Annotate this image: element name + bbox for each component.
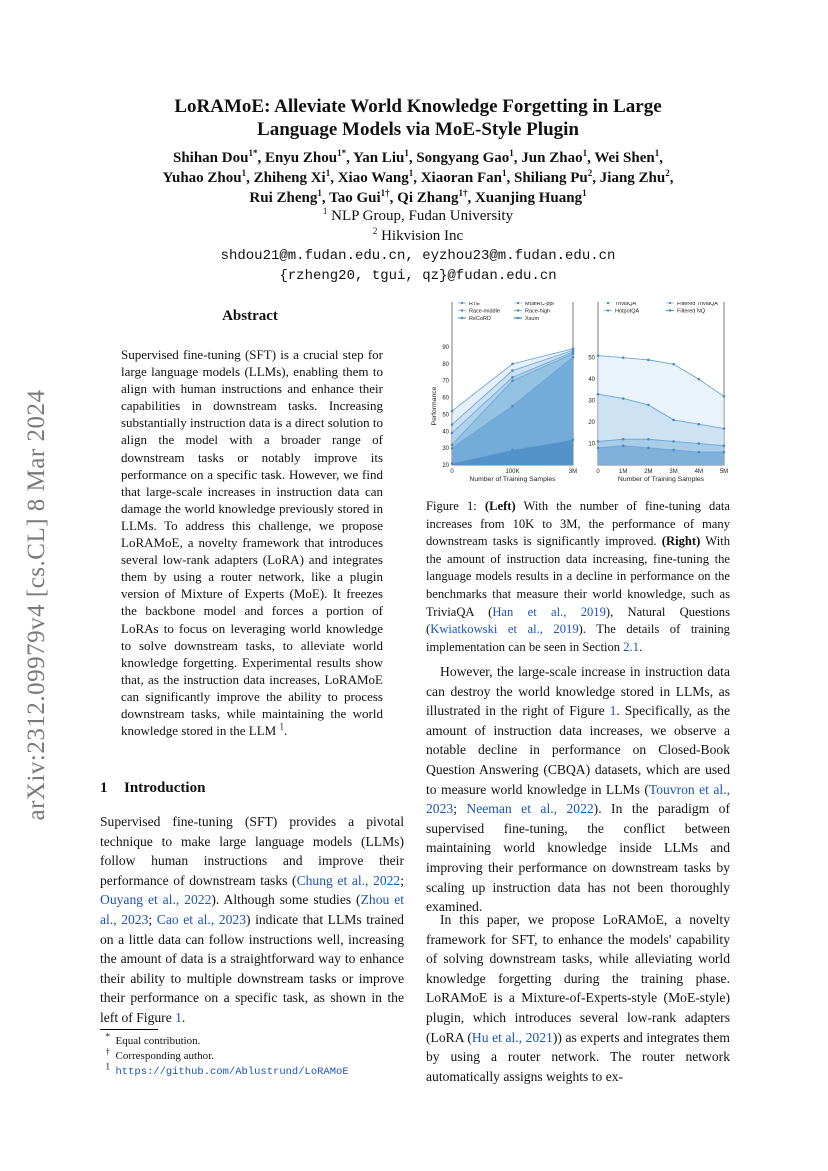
data-point bbox=[511, 405, 514, 408]
footnote-2 bbox=[100, 1046, 410, 1064]
legend-label: Race-high bbox=[525, 308, 551, 315]
section-number: 1 bbox=[100, 780, 108, 796]
author-list: Shihan Dou$^{1*}$, Enyu Zhou$^{1*}$, Yan Liu$^1$, Songyang Gao$^1$, Jun Zhao$^1$, Wei Shen$^1$, Yuhao Zhou$^1$, Zhiheng Xi$^1$, Xiao Wang$^1$, Xiaoran Fan$^1$, Shiliang Pu$^2$, Jiang Zhu$^2$, Rui Zheng$^1$, Tao Gui$^{1\dagger}$, Qi Zhang$^{1\dagger}$, Xuanjing Huang$^1$ bbox=[162, 148, 674, 206]
caption-text-b: With the amount of instruction data increasing, fine-tuning the language models results in a decline in performance on the benchmarks that measure their world knowledge, such as TriviaQA ( bbox=[426, 534, 730, 619]
legend-label: HotpotQA bbox=[615, 308, 640, 315]
affiliation-1-text: NLP Group, Fudan University bbox=[331, 208, 514, 224]
author-name: Zhiheng Xi bbox=[253, 170, 326, 186]
legend-label: Xsum bbox=[525, 316, 540, 322]
data-point bbox=[622, 444, 625, 447]
y-tick-label: 90 bbox=[442, 345, 449, 351]
y-tick-label: 70 bbox=[442, 378, 449, 385]
data-point bbox=[597, 354, 600, 357]
author-affil-mark: 1* bbox=[337, 148, 347, 158]
data-point bbox=[647, 447, 650, 450]
affiliation-1 bbox=[100, 206, 736, 226]
caption-label: Figure 1: bbox=[426, 499, 477, 513]
right-text-b: . Specifically, as the amount of instruction data increases, we observe a notable decline in performance on Closed-Book Question Answering (CBQA) datasets, which are used to measure world knowledge in LLMs ( bbox=[426, 703, 730, 797]
data-point bbox=[698, 451, 701, 454]
right-text-c: ). In the paradigm of supervised fine-tuning, the conflict between maintaining world knowledge inside LLMs and improving their performance on downstream tasks by scaling up instruction data has not been thoroughly examined. bbox=[426, 801, 730, 915]
data-point bbox=[511, 376, 514, 379]
legend-marker bbox=[517, 302, 519, 304]
y-tick-label: 50 bbox=[588, 355, 595, 362]
data-point bbox=[572, 438, 575, 441]
right-paragraph-1: However, the large-scale increase in instruction data can destroy the world knowledge stored in LLMs, as illustrated in the right of Figure 1. Specifically, as the amount of instruction data increases, we observe a notable decline in performance on Closed-Book Question Answering (CBQA) datasets, which are used to measure world knowledge in LLMs (Touvron et al., 2023; Neeman et al., 2022). In the paradigm of supervised fine-tuning, the conflict between maintaining world knowledge inside LLMs and improving their performance on downstream tasks by scaling up instruction data has not been thoroughly examined. bbox=[426, 664, 730, 915]
author-name: Jiang Zhu bbox=[599, 170, 666, 186]
data-point bbox=[672, 449, 675, 452]
y-tick-label: 10 bbox=[588, 441, 595, 448]
x-tick-label: 5M bbox=[719, 469, 729, 475]
author-affil-mark: 1* bbox=[248, 148, 258, 158]
data-point bbox=[451, 447, 454, 450]
author-name: Qi Zhang bbox=[397, 190, 459, 206]
y-tick-label: 20 bbox=[442, 463, 449, 469]
x-tick-label: 3M bbox=[568, 469, 578, 475]
x-tick-label: 0 bbox=[596, 469, 600, 475]
author-name: Wei Shen bbox=[594, 150, 655, 166]
x-tick-label: 2M bbox=[644, 469, 653, 475]
data-point bbox=[647, 359, 650, 362]
data-point bbox=[511, 369, 514, 372]
author-affil-mark: 1 bbox=[509, 148, 514, 158]
x-tick-label: 4M bbox=[694, 469, 703, 475]
footnote-text: Equal contribution. bbox=[115, 1035, 201, 1047]
section-heading bbox=[100, 780, 205, 797]
affiliation-2-mark: 2 bbox=[372, 226, 378, 236]
citation-link[interactable]: Chung et al., 2022 bbox=[296, 872, 401, 888]
footnote-mark: † bbox=[105, 1046, 110, 1057]
data-point bbox=[622, 397, 625, 400]
legend-marker bbox=[669, 302, 671, 304]
abstract-text: Supervised fine-tuning (SFT) is a crucial step for large language models (LLMs), enabling them to align with human instructions and enhance their capabilities in downstream tasks. Increasing substantially instruction data is a direct solution to align the model with a broader range of downstream tasks or notably improve its performance on a specific task. However, we find that large-scale increases in instruction data can damage the world knowledge previously stored in LLMs. To address this challenge, we propose LoRAMoE, a novelty framework that introduces several low-rank adapters (LoRA) and integrates them by using a router network, like a plugin version of Mixture of Experts (MoE). It freezes the backbone model and forces a portion of LoRAs to focus on leveraging world knowledge to solve downstream tasks, to alleviate world knowledge forgetting. Experimental results show that, as the instruction data increases, LoRAMoE can significantly improve the ability to process downstream tasks, while maintaining the world knowledge stored in the LLM bbox=[121, 347, 383, 739]
author-name: Rui Zheng bbox=[249, 190, 318, 206]
x-tick-label: 1M bbox=[619, 469, 628, 475]
y-tick-label: 40 bbox=[442, 429, 449, 436]
y-tick-label: 80 bbox=[442, 361, 449, 368]
right-text-a: However, the large-scale increase in instruction data can destroy the world knowledge stored in LLMs, as illustrated in the right of Figure bbox=[426, 664, 730, 719]
right-text-d: In this paper, we propose LoRAMoE, a novelty framework for SFT, to enhance the models' capability of solving downstream tasks, while alleviating world knowledge forgetting during the training phase. LoRAMoE is a Mixture-of-Experts-style (MoE-style) plugin, which introduces several low-rank adapters (LoRA ( bbox=[426, 912, 730, 1045]
citation-link[interactable]: Zhou et al., 2023 bbox=[100, 892, 405, 927]
author-name: Tao Gui bbox=[329, 190, 381, 206]
legend-marker bbox=[461, 309, 463, 311]
author-affil-mark: 1† bbox=[458, 188, 468, 198]
author-name: Jun Zhao bbox=[521, 150, 583, 166]
legend-label: Filtered NQ bbox=[677, 308, 706, 315]
author-affil-mark: 1 bbox=[317, 188, 322, 198]
citation-link[interactable]: Ouyang et al., 2022 bbox=[100, 892, 212, 908]
chart-right bbox=[588, 302, 728, 483]
data-point bbox=[622, 438, 625, 441]
figure-1-charts bbox=[424, 302, 734, 488]
data-point bbox=[698, 442, 701, 445]
intro-text-b: ). Although some studies ( bbox=[211, 892, 361, 908]
legend-label: Race-middle bbox=[469, 308, 500, 315]
citation-link[interactable]: Kwiatkowski et al., 2019 bbox=[430, 622, 579, 637]
email-line-2: {rzheng20, tgui, qz}@fudan.edu.cn bbox=[279, 268, 557, 284]
data-point bbox=[451, 410, 454, 413]
legend-marker bbox=[607, 309, 609, 311]
data-point bbox=[622, 356, 625, 359]
author-affil-mark: 1 bbox=[404, 148, 409, 158]
data-point bbox=[672, 363, 675, 366]
author-name: Xuanjing Huang bbox=[474, 190, 583, 206]
data-point bbox=[698, 378, 701, 381]
y-tick-label: 50 bbox=[442, 412, 449, 419]
abstract-heading: Abstract bbox=[222, 308, 278, 324]
caption-right-tag: (Right) bbox=[661, 534, 701, 549]
legend-label: Filtered TriviaQA bbox=[677, 302, 718, 307]
legend-label: RTE bbox=[469, 302, 480, 307]
x-tick-label: 0 bbox=[450, 469, 454, 475]
legend-label: MultiRC-ppl bbox=[525, 302, 554, 307]
chart-left bbox=[431, 302, 577, 483]
legend-marker bbox=[607, 302, 609, 304]
data-point bbox=[723, 395, 726, 398]
author-affil-mark: 2 bbox=[587, 168, 593, 178]
figure-ref-link[interactable]: 1 bbox=[609, 703, 617, 719]
legend-marker bbox=[517, 317, 519, 319]
footnote-rule bbox=[100, 1029, 158, 1030]
email-line-1: shdou21@m.fudan.edu.cn, eyzhou23@m.fudan.edu.cn bbox=[220, 248, 616, 264]
y-axis-label: Performance bbox=[431, 386, 438, 426]
data-point bbox=[597, 447, 600, 450]
citation-link[interactable]: Touvron et al., 2023 bbox=[426, 781, 730, 817]
data-point bbox=[723, 444, 726, 447]
data-point bbox=[672, 440, 675, 443]
legend-marker bbox=[669, 309, 671, 311]
data-point bbox=[511, 449, 514, 452]
author-name: Xiaoran Fan bbox=[420, 170, 502, 186]
author-affil-mark: 1 bbox=[582, 188, 587, 198]
caption-text-c: ), Natural Questions ( bbox=[426, 604, 731, 637]
data-point bbox=[723, 451, 726, 454]
x-axis-label: Number of Training Samples bbox=[469, 476, 556, 483]
author-affil-mark: 1 bbox=[241, 168, 247, 178]
arxiv-sidebar-id: arXiv:2312.09979v4 [cs.CL] 8 Mar 2024 bbox=[23, 389, 50, 821]
affiliation-2-text: Hikvision Inc bbox=[381, 228, 464, 244]
y-tick-label: 60 bbox=[442, 395, 449, 402]
data-point bbox=[597, 393, 600, 396]
data-point bbox=[647, 438, 650, 441]
author-affil-mark: 1 bbox=[325, 168, 331, 178]
author-name: Yuhao Zhou bbox=[162, 170, 242, 186]
footnote-mark: * bbox=[105, 1031, 110, 1042]
citation-link[interactable]: Neeman et al., 2022 bbox=[466, 801, 594, 817]
data-point bbox=[572, 356, 575, 359]
right-paragraph-2 bbox=[426, 910, 730, 1086]
legend-label: ReCoRD bbox=[469, 316, 492, 322]
legend-marker bbox=[461, 317, 463, 319]
author-affil-mark: 2 bbox=[665, 168, 670, 178]
caption-text-d: ). The details of training implementation can be seen in Section bbox=[426, 622, 730, 654]
x-tick-label: 3M bbox=[669, 469, 678, 475]
citation-link[interactable]: Cao et al., 2023 bbox=[156, 911, 246, 927]
right-text-e: )) as experts and integrates them by using a router network. The router network automatically assigns weights to ex- bbox=[426, 1029, 730, 1084]
figure-caption: Figure 1: (Left) With the number of fine-tuning data increases from 10K to 3M, the performance of many downstream tasks is significantly improved. (Right) With the amount of instruction data increasing, fine-tuning the language models results in a decline in performance on the benchmarks that measure their world knowledge, such as TriviaQA (Han et al., 2019), Natural Questions (Kwiatkowski et al., 2019). The details of training implementation can be seen in Section 2.1. bbox=[426, 499, 731, 654]
data-point bbox=[511, 379, 514, 382]
title-line-2: Language Models via MoE-Style Plugin bbox=[257, 119, 579, 140]
y-tick-label: 20 bbox=[588, 420, 595, 427]
citation-link[interactable]: Han et al., 2019 bbox=[492, 604, 606, 619]
intro-text-c: ) indicate that LLMs trained on a little data can follow instructions well, increasing the amount of data is a straightforward way to enhance their ability to multiple downstream tasks or improve their performance on a specific task, as shown in the left of Figure bbox=[100, 911, 404, 1025]
author-affil-mark: 1† bbox=[380, 188, 390, 198]
author-affil-mark: 1 bbox=[501, 168, 507, 178]
footnote-mark: 1 bbox=[105, 1061, 110, 1072]
x-axis-label: Number of Training Samples bbox=[617, 476, 705, 483]
data-point bbox=[698, 423, 701, 426]
author-name: Shiliang Pu bbox=[513, 170, 588, 186]
data-point bbox=[723, 427, 726, 430]
y-tick-label: 30 bbox=[588, 398, 595, 405]
title-line-1: LoRAMoE: Alleviate World Knowledge Forgetting in Large bbox=[174, 96, 662, 117]
author-affil-mark: 1 bbox=[582, 148, 588, 158]
citation-link[interactable]: Hu et al., 2021 bbox=[471, 1029, 553, 1045]
paper-title bbox=[100, 95, 736, 141]
legend-marker bbox=[461, 302, 463, 304]
data-point bbox=[451, 423, 454, 426]
data-point bbox=[511, 363, 514, 366]
data-point bbox=[451, 443, 454, 446]
footnote-1 bbox=[100, 1031, 410, 1049]
y-tick-label: 30 bbox=[442, 446, 449, 453]
footnote-3 bbox=[100, 1061, 410, 1080]
intro-text-a: Supervised fine-tuning (SFT) provides a pivotal technique to make large language models (LLMs) follow human instructions and improve their performance of downstream tasks ( bbox=[100, 814, 404, 888]
section-ref-link[interactable]: 2.1 bbox=[623, 639, 639, 654]
data-point bbox=[451, 432, 454, 435]
section-title: Introduction bbox=[124, 780, 206, 796]
data-point bbox=[647, 404, 650, 407]
data-point bbox=[572, 352, 575, 355]
author-name: Enyu Zhou bbox=[264, 150, 338, 166]
footnote-ref[interactable]: 1 bbox=[279, 721, 284, 732]
author-affil-mark: 1 bbox=[654, 148, 660, 158]
figure-ref-link[interactable]: 1 bbox=[175, 1009, 182, 1025]
author-name: Xiao Wang bbox=[337, 170, 409, 186]
caption-text-a: With the number of fine-tuning data increases from 10K to 3M, the performance of many downstream tasks is significantly improved. bbox=[426, 499, 730, 549]
repo-link[interactable]: https://github.com/Ablustrund/LoRAMoE bbox=[115, 1066, 349, 1078]
x-tick-label: 100K bbox=[505, 469, 520, 475]
affiliation-1-mark: 1 bbox=[322, 206, 328, 216]
y-tick-label: 40 bbox=[588, 377, 595, 384]
caption-left-tag: (Left) bbox=[484, 499, 516, 513]
data-point bbox=[451, 462, 454, 465]
author-name: Songyang Gao bbox=[416, 150, 510, 166]
footnote-text: Corresponding author. bbox=[115, 1050, 214, 1062]
data-point bbox=[672, 419, 675, 422]
legend-label: TriviaQA bbox=[615, 302, 637, 307]
author-affil-mark: 1 bbox=[408, 168, 414, 178]
data-point bbox=[597, 440, 600, 443]
author-name: Yan Liu bbox=[353, 150, 405, 166]
affiliation-2 bbox=[100, 226, 736, 246]
abstract-body: Supervised fine-tuning (SFT) is a crucial step for large language models (LLMs), enabling them to align with human instructions and enhance their capabilities in downstream tasks. Increasing substantially instruction data is a direct solution to align the model with a broader range of downstream tasks or notably improve its performance on a specific task. However, we find that large-scale increases in instruction data can damage the world knowledge previously stored in LLMs. To address this challenge, we propose LoRAMoE, a novelty framework that introduces several low-rank adapters (LoRA) and integrates them by using a router network, like a plugin version of Mixture of Experts (MoE). It freezes the backbone model and forces a portion of LoRAs to focus on leveraging world knowledge to solve downstream tasks, to alleviate world knowledge forgetting. Experimental results show that, as the instruction data increases, LoRAMoE can significantly improve the ability to process downstream tasks, while maintaining the world knowledge stored in the LLM $^1$. bbox=[121, 347, 383, 739]
author-name: Shihan Dou bbox=[172, 150, 249, 166]
intro-paragraph: Supervised fine-tuning (SFT) provides a pivotal technique to make large language models (LLMs) follow human instructions and improve their performance of downstream tasks (Chung et al., 2022; Ouyang et al., 2022). Although some studies (Zhou et al., 2023; Cao et al., 2023) indicate that LLMs trained on a little data can follow instructions well, increasing the amount of data is a straightforward way to enhance their ability to multiple downstream tasks or improve their performance on a specific task, as shown in the left of Figure 1. bbox=[100, 814, 405, 1025]
legend-marker bbox=[517, 309, 519, 311]
